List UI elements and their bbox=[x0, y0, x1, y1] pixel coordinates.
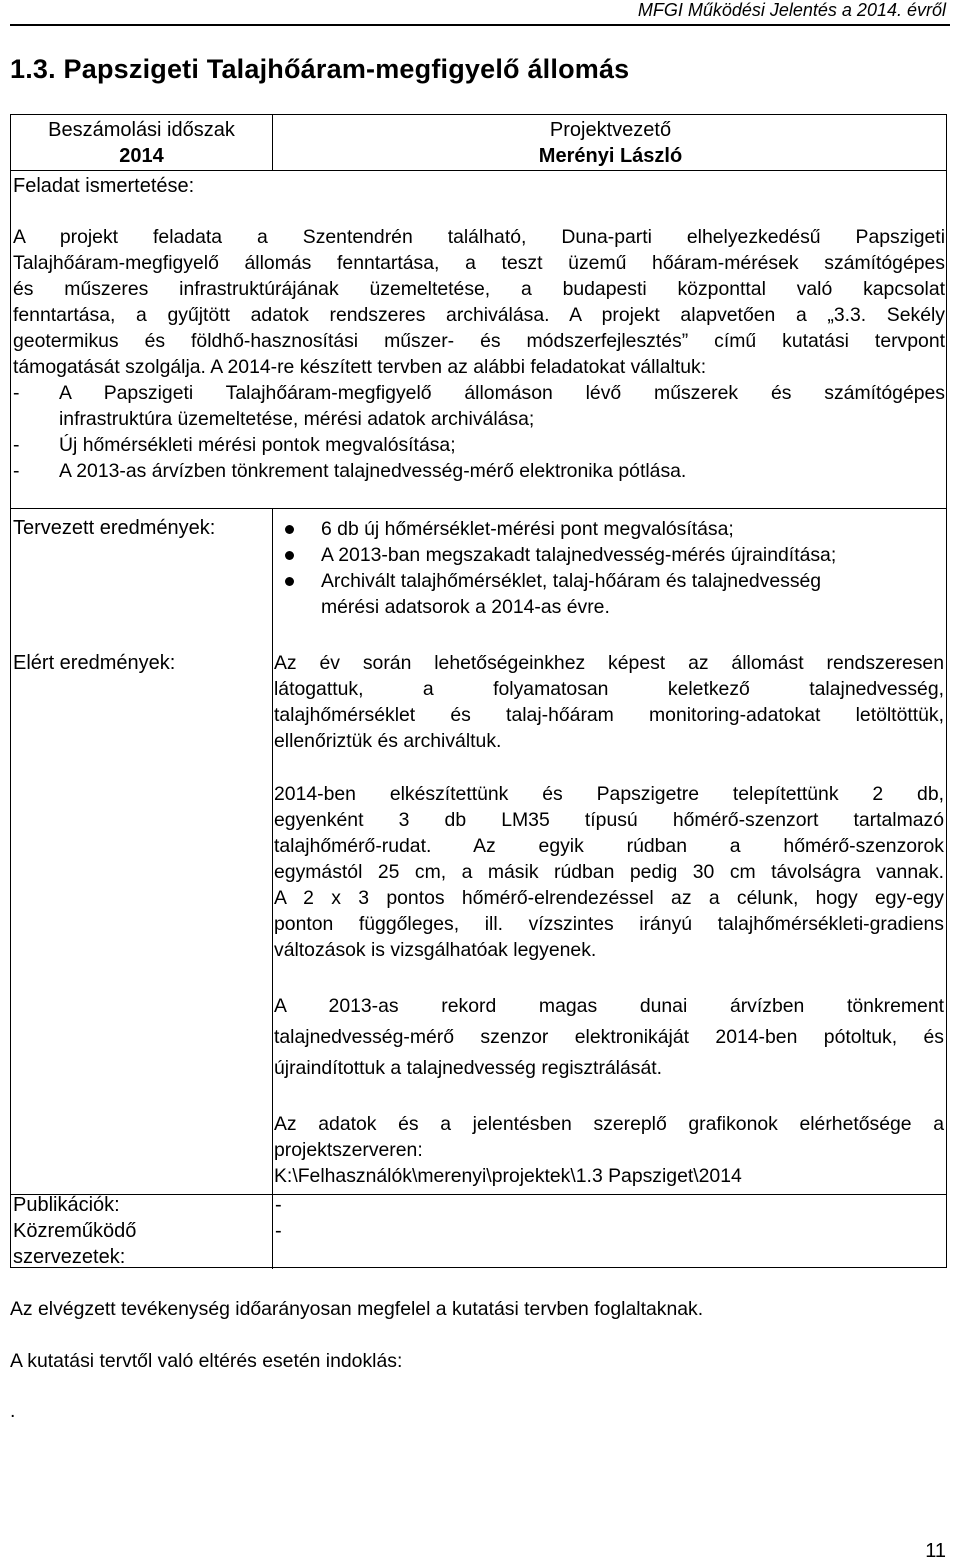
description-line: fenntartása, a gyűjtött adatok rendszeres archiválása. A projekt alapvetően a „3.3. Sekély bbox=[13, 304, 945, 326]
deviation-label: A kutatási tervtől való eltérés esetén indoklás: bbox=[10, 1350, 403, 1372]
header-rule bbox=[10, 24, 950, 26]
task-list-item bbox=[13, 380, 945, 432]
leader-value: Merényi László bbox=[538, 145, 683, 167]
achieved-paragraph-1 bbox=[274, 650, 944, 754]
list-dash: - bbox=[13, 434, 20, 456]
planned-item bbox=[281, 542, 921, 568]
task-line: A Papszigeti Talajhőáram-megfigyelő állomáson lévő műszerek és számítógépes bbox=[59, 382, 945, 404]
achieved-line: látogattuk, a folyamatosan keletkező talajnedvesség, bbox=[274, 678, 944, 700]
achieved-line: egyenként 3 db LM35 típusú hőmérő-szenzort tartalmazó bbox=[274, 809, 944, 831]
task-line: Új hőmérsékleti mérési pontok megvalósítása; bbox=[59, 434, 456, 456]
achieved-label: Elért eredmények: bbox=[13, 652, 176, 674]
achieved-line: egymástól 25 cm, a másik rúdban pedig 30 cm távolságra vannak. bbox=[274, 861, 944, 883]
task-line: A 2013-as árvízben tönkrement talajnedvesség-mérő elektronika pótlása. bbox=[59, 460, 687, 482]
achieved-paragraph-2 bbox=[274, 781, 944, 963]
achieved-line: projektszerveren: bbox=[274, 1139, 423, 1161]
list-dash: - bbox=[13, 460, 20, 482]
achieved-line: újraindítottuk a talajnedvesség regisztrálását. bbox=[274, 1057, 663, 1079]
achieved-line: ponton függőleges, ill. vízszintes irányú talajhőmérsékleti-gradiens bbox=[274, 913, 944, 935]
table-vline-mid bbox=[272, 508, 273, 1194]
description-line: Talajhőáram-megfigyelő állomás fenntartása, a teszt üzemű hőáram-mérések számítógépes bbox=[13, 252, 945, 274]
achieved-line: talajnedvesség-mérő szenzor elektronikáját 2014-ben pótoltuk, és bbox=[274, 1026, 944, 1048]
achieved-paragraph-4 bbox=[274, 1111, 944, 1189]
planned-line: Archivált talajhőmérséklet, talaj-hőáram és talajnedvesség bbox=[321, 570, 822, 592]
leader-label: Projektvezető bbox=[549, 119, 672, 141]
page-number: 11 bbox=[925, 1540, 946, 1562]
section-title: 1.3. Papszigeti Talajhőáram-megfigyelő állomás bbox=[10, 54, 630, 84]
publications-label: Publikációk: bbox=[13, 1194, 120, 1216]
compliance-statement: Az elvégzett tevékenység időarányosan megfelel a kutatási tervben foglaltaknak. bbox=[10, 1298, 704, 1320]
achieved-line: talajhőmérő-rudat. Az egyik rúdban a hőmérő-szenzorok bbox=[274, 835, 944, 857]
table-vline-bottom bbox=[272, 1194, 273, 1269]
planned-line: mérési adatsorok a 2014-as évre. bbox=[321, 596, 610, 618]
achieved-paragraph-3 bbox=[274, 991, 944, 1084]
info-table bbox=[10, 114, 947, 1268]
partners-label-line1: Közreműködő bbox=[13, 1220, 137, 1242]
achieved-line: talajhőmérséklet és talaj-hőáram monitoring-adatokat letöltöttük, bbox=[274, 704, 944, 726]
planned-line: A 2013-ban megszakadt talajnedvesség-mérés újraindítása; bbox=[321, 544, 837, 566]
planned-label: Tervezett eredmények: bbox=[13, 517, 216, 539]
description-line: A projekt feladata a Szentendrén található, Duna-parti elhelyezkedésű Papszigeti bbox=[13, 226, 945, 248]
publications-value: - bbox=[275, 1194, 282, 1216]
running-header: MFGI Működési Jelentés a 2014. évről bbox=[637, 0, 946, 20]
planned-item bbox=[281, 568, 921, 620]
task-label: Feladat ismertetése: bbox=[13, 175, 195, 197]
task-line: infrastruktúra üzemeltetése, mérési adatok archiválása; bbox=[59, 408, 535, 430]
achieved-line: A 2013-as rekord magas dunai árvízben tönkrement bbox=[274, 995, 944, 1017]
partners-label-line2: szervezetek: bbox=[13, 1246, 126, 1268]
planned-line: 6 db új hőmérséklet-mérési pont megvalósítása; bbox=[321, 518, 734, 540]
table-hline-3 bbox=[11, 1194, 946, 1195]
achieved-line: Az adatok és a jelentésben szereplő grafikonok elérhetősége a bbox=[274, 1113, 944, 1135]
planned-item bbox=[281, 516, 921, 542]
achieved-line: ellenőriztük és archiváltuk. bbox=[274, 730, 502, 752]
planned-list bbox=[281, 516, 921, 620]
description-line: és műszeres infrastruktúrájának üzemeltetése, a budapesti központtal való kapcsolat bbox=[13, 278, 945, 300]
achieved-line: A 2 x 3 pontos hőmérő-elrendezéssel az a célunk, hogy egy-egy bbox=[274, 887, 944, 909]
list-dash: - bbox=[13, 382, 20, 404]
table-hline-2 bbox=[11, 508, 946, 509]
task-list-item bbox=[13, 458, 945, 484]
period-value: 2014 bbox=[119, 145, 164, 167]
deviation-value: . bbox=[10, 1400, 16, 1422]
description-line: támogatását szolgálja. A 2014-re készített tervben az alábbi feladatokat vállaltuk: bbox=[13, 356, 707, 378]
server-path: K:\Felhasználók\merenyi\projektek\1.3 Papsziget\2014 bbox=[274, 1165, 742, 1187]
achieved-line: Az év során lehetőségeinkhez képest az állomást rendszeresen bbox=[274, 652, 944, 674]
achieved-line: változások is vizsgálhatóak legyenek. bbox=[274, 939, 597, 961]
description-line: geotermikus és földhő-hasznosítási műszer- és módszerfejlesztés” című kutatási tervpont bbox=[13, 330, 945, 352]
bullet-icon bbox=[285, 577, 294, 586]
partners-value: - bbox=[275, 1220, 282, 1242]
period-label: Beszámolási időszak bbox=[48, 119, 235, 141]
table-hline-1 bbox=[11, 170, 946, 171]
task-list-item bbox=[13, 432, 945, 458]
task-description bbox=[13, 224, 945, 484]
bullet-icon bbox=[285, 551, 294, 560]
achieved-line: 2014-ben elkészítettünk és Papszigetre telepítettünk 2 db, bbox=[274, 783, 944, 805]
bullet-icon bbox=[285, 525, 294, 534]
